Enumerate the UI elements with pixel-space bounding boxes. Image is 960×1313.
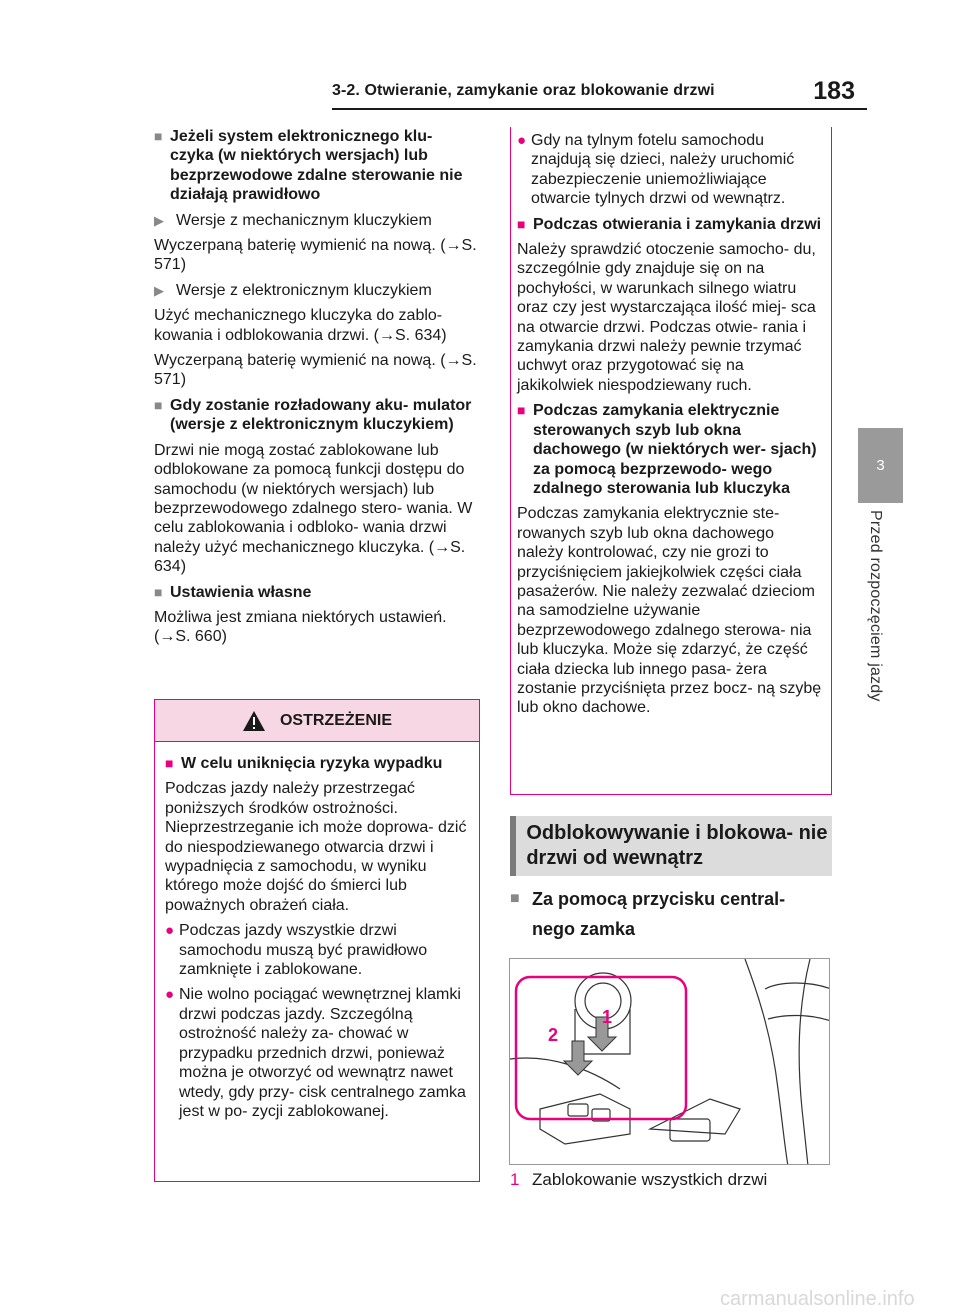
warning-bullet-1: ● Podczas jazdy wszystkie drzwi samochodu muszą być prawidłowo zamknięte i zablokowane.: [165, 922, 428, 979]
header-title: 3-2. Otwieranie, zamykanie oraz blokowanie drzwi: [332, 82, 715, 99]
square-bullet-icon: ■: [154, 396, 163, 413]
right-heading-1: ■ Podczas otwierania i zamykania drzwi: [517, 215, 822, 233]
warning-continuation-box: [510, 127, 832, 795]
left-subheading-1: ▶ Wersje z mechanicznym kluczykiem: [154, 211, 432, 229]
left-heading-1: ■ Jeżeli system elektronicznego klu- czyka (w niektórych wersjach) lub bezprzewodowe zdalne sterowanie nie działają prawidłowo: [154, 128, 463, 204]
warning-triangle-icon: [242, 710, 266, 732]
right-paragraph-1: Należy sprawdzić otoczenie samocho- du, szczególnie gdy znajduje się on na pochyłości, w warunkach silnego wiatru oraz czy jest wystarczająca ilość miej- sca na otwarcie drzwi. Podczas otwie- rania i zamykania drzwi należy pewnie trzymać uchwyt oraz przygotować się na jakikolwiek niespodziewany ruch.: [517, 241, 816, 394]
left-paragraph-5: Możliwa jest zmiana niektórych ustawień. (→S. 660): [154, 608, 447, 646]
chapter-label: Przed rozpoczęciem jazdy: [867, 510, 884, 702]
left-heading-3: ■ Ustawienia własne: [154, 583, 312, 601]
square-bullet-icon: ■: [154, 128, 163, 144]
right-bullet-1: ● Gdy na tylnym fotelu samochodu znajdują się dzieci, należy uruchomić zabezpieczenie uniemożliwiające otwarcie tylnych drzwi od wewnątrz.: [517, 132, 795, 208]
illustration-drawing: [510, 959, 830, 1165]
circle-bullet-icon: ●: [165, 922, 175, 940]
left-paragraph-4: Drzwi nie mogą zostać zablokowane lub odblokowane za pomocą funkcji dostępu do samochodu (w niektórych wersjach) lub bezprzewodowego zdalnego stero- wania. W celu zablokowania i odbloko- wania drzwi należy użyć mechanicznego kluczyka. (→S. 634): [154, 441, 473, 576]
warning-paragraph: Podczas jazdy należy przestrzegać poniższych środków ostrożności. Nieprzestrzeganie ich może doprowa- dzić do niespodziewanego otwarcia drzwi i wypadnięcia z samochodu, w wyniku którego może dojść do śmierci lub poważnych obrażeń ciała.: [165, 780, 467, 914]
square-bullet-icon: ■: [165, 755, 174, 771]
door-lock-illustration: [509, 958, 830, 1165]
warning-header: [155, 700, 479, 742]
square-bullet-icon: ■: [517, 402, 526, 419]
square-bullet-icon: ■: [154, 583, 163, 600]
warning-bullet-2: ● Nie wolno pociągać wewnętrznej klamki drzwi podczas jazdy. Szczególną ostrożność należy za- chować w przypadku przednich drzwi, ponieważ można je otworzyć od wewnątrz nawet wtedy, gdy przy- cisk centralnego zamka jest w po- zycji zablokowanej.: [165, 986, 466, 1120]
left-paragraph-1: Wyczerpaną baterię wymienić na nową. (→S. 571): [154, 237, 477, 274]
left-subheading-2: ▶ Wersje z elektronicznym kluczykiem: [154, 281, 432, 299]
caption-text: Zablokowanie wszystkich drzwi: [532, 1170, 768, 1189]
figure-label-1: 1: [602, 1007, 613, 1027]
triangle-bullet-icon: ▶: [154, 212, 164, 228]
circle-bullet-icon: ●: [517, 132, 527, 149]
warning-title: OSTRZEŻENIE: [279, 711, 392, 729]
figure-label-2: 2: [548, 1025, 559, 1045]
watermark: carmanualsonline.info: [720, 1288, 915, 1310]
circle-bullet-icon: ●: [165, 986, 175, 1004]
warning-heading: ■ W celu uniknięcia ryzyka wypadku: [165, 755, 443, 772]
section-heading: [510, 816, 832, 876]
figure-caption: [510, 1170, 767, 1190]
right-paragraph-2: Podczas zamykania elektrycznie ste- rowanych szyb lub okna dachowego należy kontrolować, czy nie grozi to przyciśnięciem jakiejkolwiek części ciała pasażerów. Nie należy zezwalać dzieciom na samodzielne używanie bezprzewodowego zdalnego sterowa- nia lub kluczyka. Może się zdarzyć, że część ciała dziecka lub innego pasa- żera zostanie przyciśnięta przez bocz- ną szybę lub okno dachowe.: [517, 505, 822, 717]
triangle-bullet-icon: ▶: [154, 282, 164, 298]
header-rule: [332, 108, 867, 110]
chapter-tab: 3: [858, 428, 903, 503]
subsection-heading: ■ Za pomocą przycisku central- nego zamka: [510, 884, 832, 944]
section-bar: [510, 816, 516, 876]
square-bullet-icon: ■: [517, 215, 526, 232]
left-column: [154, 127, 480, 653]
warning-box: [154, 699, 480, 1182]
section-title: Odblokowywanie i blokowa- nie drzwi od wewnątrz: [526, 822, 828, 869]
page-header: [332, 77, 867, 110]
left-paragraph-2: Użyć mechanicznego kluczyka do zablo- kowania i odblokowania drzwi. (→S. 634): [154, 307, 447, 344]
caption-number: 1: [510, 1170, 520, 1189]
square-bullet-icon: ■: [510, 890, 520, 907]
left-heading-2: ■ Gdy zostanie rozładowany aku- mulator (wersje z elektronicznym kluczykiem): [154, 396, 472, 434]
left-paragraph-3: Wyczerpaną baterię wymienić na nową. (→S. 571): [154, 352, 477, 389]
right-heading-2: ■ Podczas zamykania elektrycznie sterowanych szyb lub okna dachowego (w niektórych wer- sjach) za pomocą bezprzewodo- wego zdalnego sterowania lub kluczyka: [517, 402, 817, 497]
page-number: 183: [813, 77, 855, 105]
